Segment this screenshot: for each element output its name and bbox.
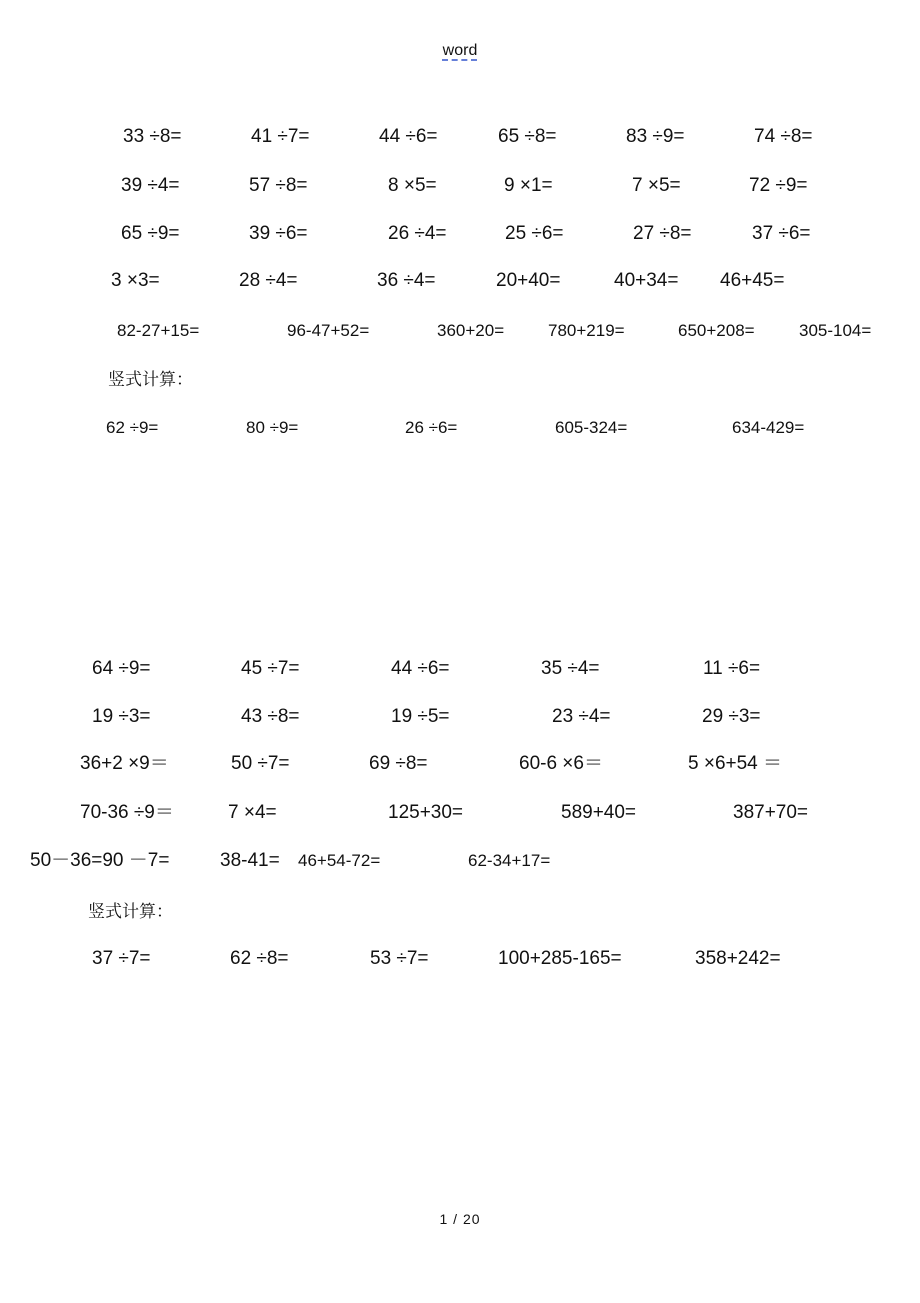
problem-row bbox=[0, 749, 920, 779]
problem: 60-6 ×6＝ bbox=[519, 753, 603, 774]
problem: 7 ×5= bbox=[632, 175, 681, 196]
problem: 70-36 ÷9＝ bbox=[80, 802, 174, 823]
problem: 33 ÷8= bbox=[123, 126, 182, 147]
problem: 28 ÷4= bbox=[239, 270, 298, 291]
problem: 44 ÷6= bbox=[379, 126, 438, 147]
problem: 57 ÷8= bbox=[249, 175, 308, 196]
problem: 8 ×5= bbox=[388, 175, 437, 196]
vertical-problem-row bbox=[0, 413, 920, 443]
problem: 37 ÷7= bbox=[92, 948, 151, 969]
vertical-problem-row bbox=[0, 944, 920, 974]
problem: 29 ÷3= bbox=[702, 706, 761, 727]
problem: 83 ÷9= bbox=[626, 126, 685, 147]
problem: 25 ÷6= bbox=[505, 223, 564, 244]
problem: 50 ÷7= bbox=[231, 753, 290, 774]
problem: 358+242= bbox=[695, 948, 781, 969]
problem: 64 ÷9= bbox=[92, 658, 151, 679]
problem: 19 ÷5= bbox=[391, 706, 450, 727]
problem-row bbox=[0, 219, 920, 249]
document-header bbox=[0, 42, 920, 60]
problem: 23 ÷4= bbox=[552, 706, 611, 727]
problem: 72 ÷9= bbox=[749, 175, 808, 196]
problem-row bbox=[0, 171, 920, 201]
problem: 74 ÷8= bbox=[754, 126, 813, 147]
problem: 69 ÷8= bbox=[369, 753, 428, 774]
problem: 39 ÷4= bbox=[121, 175, 180, 196]
problem: 36 ÷4= bbox=[377, 270, 436, 291]
problem: 65 ÷9= bbox=[121, 223, 180, 244]
problem-row bbox=[0, 316, 920, 346]
problem: 39 ÷6= bbox=[249, 223, 308, 244]
page-indicator: 1 / 20 bbox=[439, 1211, 481, 1227]
problem: 19 ÷3= bbox=[92, 706, 151, 727]
problem: 360+20= bbox=[437, 321, 505, 340]
vertical-calc-label: 竖式计算： bbox=[108, 370, 193, 390]
problem: 62-34+17= bbox=[468, 851, 551, 870]
problem: 589+40= bbox=[561, 802, 637, 823]
problem: 43 ÷8= bbox=[241, 706, 300, 727]
problem: 305-104= bbox=[799, 321, 872, 340]
problem: 20+40= bbox=[496, 270, 561, 291]
problem: 62 ÷9= bbox=[106, 418, 159, 437]
problem: 26 ÷6= bbox=[405, 418, 458, 437]
problem: 650+208= bbox=[678, 321, 755, 340]
problem-row bbox=[0, 122, 920, 152]
problem: 41 ÷7= bbox=[251, 126, 310, 147]
problem: 26 ÷4= bbox=[388, 223, 447, 244]
problem-row bbox=[0, 654, 920, 684]
problem: 44 ÷6= bbox=[391, 658, 450, 679]
header-title: word bbox=[442, 42, 478, 59]
problem: 96-47+52= bbox=[287, 321, 370, 340]
problem: 605-324= bbox=[555, 418, 628, 437]
problem: 27 ÷8= bbox=[633, 223, 692, 244]
problem: 9 ×1= bbox=[504, 175, 553, 196]
problem: 3 ×3= bbox=[111, 270, 160, 291]
problem: 46+54-72= bbox=[298, 851, 381, 870]
problem: 62 ÷8= bbox=[230, 948, 289, 969]
problem: 780+219= bbox=[548, 321, 625, 340]
problem: 125+30= bbox=[388, 802, 464, 823]
problem: 46+45= bbox=[720, 270, 785, 291]
problem-row bbox=[0, 266, 920, 296]
problem: 11 ÷6= bbox=[703, 658, 761, 679]
problem-row bbox=[0, 798, 920, 828]
problem: 7 ×4= bbox=[228, 802, 277, 823]
problem: 634-429= bbox=[732, 418, 805, 437]
problem: 80 ÷9= bbox=[246, 418, 299, 437]
problem: 65 ÷8= bbox=[498, 126, 557, 147]
problem: 40+34= bbox=[614, 270, 679, 291]
problem-row bbox=[0, 702, 920, 732]
problem: 35 ÷4= bbox=[541, 658, 600, 679]
problem: 37 ÷6= bbox=[752, 223, 811, 244]
problem: 387+70= bbox=[733, 802, 809, 823]
problem-row bbox=[0, 846, 920, 876]
problem: 50－36=90 －7= bbox=[30, 850, 170, 871]
problem: 100+285-165= bbox=[498, 948, 622, 969]
problem: 36+2 ×9＝ bbox=[80, 753, 169, 774]
problem: 53 ÷7= bbox=[370, 948, 429, 969]
problem: 45 ÷7= bbox=[241, 658, 300, 679]
problem: 38-41= bbox=[220, 850, 280, 871]
problem: 82-27+15= bbox=[117, 321, 200, 340]
problem: 5 ×6+54 ＝ bbox=[688, 753, 783, 774]
vertical-calc-label: 竖式计算： bbox=[88, 902, 173, 922]
